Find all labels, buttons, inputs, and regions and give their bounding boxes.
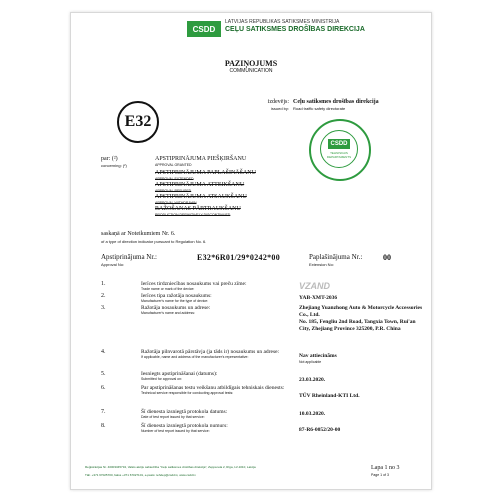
item-label (141, 423, 291, 433)
item-label (141, 305, 291, 315)
item-number: 6. (101, 385, 106, 391)
category-discontinued: RAŽOŠANAS PĀRTRAUKŠANU (155, 206, 241, 212)
issued-by-label: izdevējs: (267, 99, 289, 105)
item-label-en: Manufacturer's name for the type of device: (141, 299, 209, 304)
extension-number-label-en: Extension No: (309, 262, 334, 267)
official-stamp (309, 119, 371, 181)
regulation-text-en: of a type of direction indicator pursuant to Regulation No. 6. (101, 239, 207, 244)
category-extended-en: APPROVAL EXTENDED (155, 177, 194, 181)
item-label (141, 409, 291, 419)
item-number: 8. (101, 423, 106, 429)
item-label-en: Number of test report issued by that service: (141, 429, 210, 434)
item-label-en: If applicable, name and address of the manufacturer's representative: (141, 355, 249, 360)
stamp-logo: CSDD (328, 139, 350, 149)
item-label-lv: Ražotāja pilnvarotā pārstāvja (ja tāds ir) nosaukums un adrese: (141, 349, 280, 355)
directorate-name: CEĻU SATIKSMES DROŠĪBAS DIREKCIJA (225, 26, 365, 33)
item-label-en: Date of test report issued by that service: (141, 415, 205, 420)
stamp-text: TEHNISKAIS DEPARTAMENTS (326, 151, 352, 159)
extension-number-value: 00 (383, 253, 391, 262)
item-label-en: Technical service responsible for conducting approval tests: (141, 391, 234, 396)
item-number: 2. (101, 293, 106, 299)
issued-by-value-en: Road traffic safety directorate (293, 106, 346, 111)
regulation-text: saskaņā ar Noteikumiem Nr. 6. (101, 231, 176, 237)
ministry-name: LATVIJAS REPUBLIKAS SATIKSMES MINISTRIJA (225, 19, 340, 25)
category-discontinued-en: PRODUCTION DEFINITIVELY DISCONTINUED (155, 213, 231, 217)
category-refused-en: APPROVAL REFUSED (155, 189, 192, 193)
item-label (141, 293, 291, 303)
item-label-lv: Ierīces tipa ražotāja nosaukums: (141, 293, 212, 299)
item-label (141, 281, 291, 291)
item-label-en: Manufacturer's name and address: (141, 311, 195, 316)
item-label (141, 385, 291, 395)
item-value: 87-R6-0052/20-00 (299, 427, 341, 433)
item-number: 1. (101, 281, 106, 287)
page-number: Lapa 1 no 3 (371, 465, 400, 471)
item-value-en: Not applicable (299, 359, 322, 364)
issued-by-value: Ceļu satiksmes drošības direkcija (293, 99, 379, 105)
item-number: 4. (101, 349, 106, 355)
csdd-logo: CSDD (187, 21, 221, 37)
item-number: 7. (101, 409, 106, 415)
document-page (70, 12, 432, 490)
item-value: TÜV Rheinland-KTI Ltd. (299, 393, 360, 399)
trademark-logo: VZAND (299, 281, 330, 291)
item-value: No. 185, Fengliu 2nd Road, Tangxia Town, Rui'an City, Zhejiang Province 325200, P.R. China (299, 319, 416, 332)
item-label-lv: Ierīces tirdzniecības nosaukums vai preču zīme: (141, 281, 247, 287)
item-label-lv: Ražotāja nosaukums un adrese: (141, 305, 211, 311)
item-value: Zhejiang Yuanzhong Auto & Motorcycle Accessories Co., Ltd. (299, 305, 423, 318)
e-mark-label: E32 (124, 113, 152, 130)
item-label-lv: Par apstiprināšanas testu veikšanu atbildīgais tehniskais dienests: (141, 385, 285, 391)
category-extended: APSTIPRINĀJUMA PAPLAŠINĀŠANU (155, 170, 256, 176)
category-granted: APSTIPRINĀJUMA PIEŠĶIRŠANU (155, 156, 247, 162)
item-value: 23.03.2020. (299, 377, 326, 383)
category-granted-en: APPROVAL GRANTED (155, 163, 192, 167)
item-number: 3. (101, 305, 106, 311)
item-label-en: Submitted for approval on: (141, 377, 183, 382)
item-number: 5. (101, 371, 106, 377)
concerning-label-en: concerning: (²) (101, 163, 127, 168)
item-label (141, 349, 291, 359)
footer-registration: Reģistrācijas Nr. 40003345734, Valsts akciju sabiedrība "Ceļu satiksmes drošības direkcija", Zeppa iela 2, Rīga, LV-1010, Latvija (85, 465, 256, 469)
approval-number-value: E32*6R01/29*0242*00 (197, 253, 281, 262)
concerning-label: par: (²) (101, 156, 118, 162)
item-label-en: Trade name or mark of the device: (141, 287, 195, 292)
approval-number-label-en: Approval No: (101, 262, 125, 267)
extension-number-label: Paplašinājuma Nr.: (309, 253, 363, 261)
item-label-lv: Iesniegts apstiprināšanai (datums): (141, 371, 218, 377)
document-title: PAZIŅOJUMS (224, 59, 278, 68)
approval-number-label: Apstiprinājuma Nr.: (101, 253, 157, 261)
item-value-lv: Nav attiecināms (299, 353, 337, 359)
category-withdrawn: APSTIPRINĀJUMA ATSAUKŠANU (155, 194, 247, 200)
item-value: YAB-XMT-2036 (299, 295, 338, 301)
e-mark-circle (117, 101, 159, 143)
issued-by-label-en: issued by: (270, 106, 289, 111)
item-value (299, 353, 425, 364)
category-refused: APSTIPRINĀJUMA ATTEIKŠANU (155, 182, 245, 188)
item-label-lv: Šī dienesta izsniegtā protokola datums: (141, 409, 228, 415)
footer-contacts: Tālr. +371 67025700, fakss +371 67027101, e-pasts: tehdep@csdd.lv, www.csdd.lv (85, 473, 196, 477)
page-number-en: Page 1 of 3 (371, 473, 389, 477)
category-withdrawn-en: APPROVAL WITHDRAWN (155, 201, 197, 205)
item-value: 10.03.2020. (299, 411, 326, 417)
document-subtitle: COMMUNICATION (229, 68, 273, 74)
stamp-inner-ring (320, 130, 358, 168)
item-label-lv: Šī dienesta izsniegtā protokola numurs: (141, 423, 228, 429)
item-label (141, 371, 291, 381)
